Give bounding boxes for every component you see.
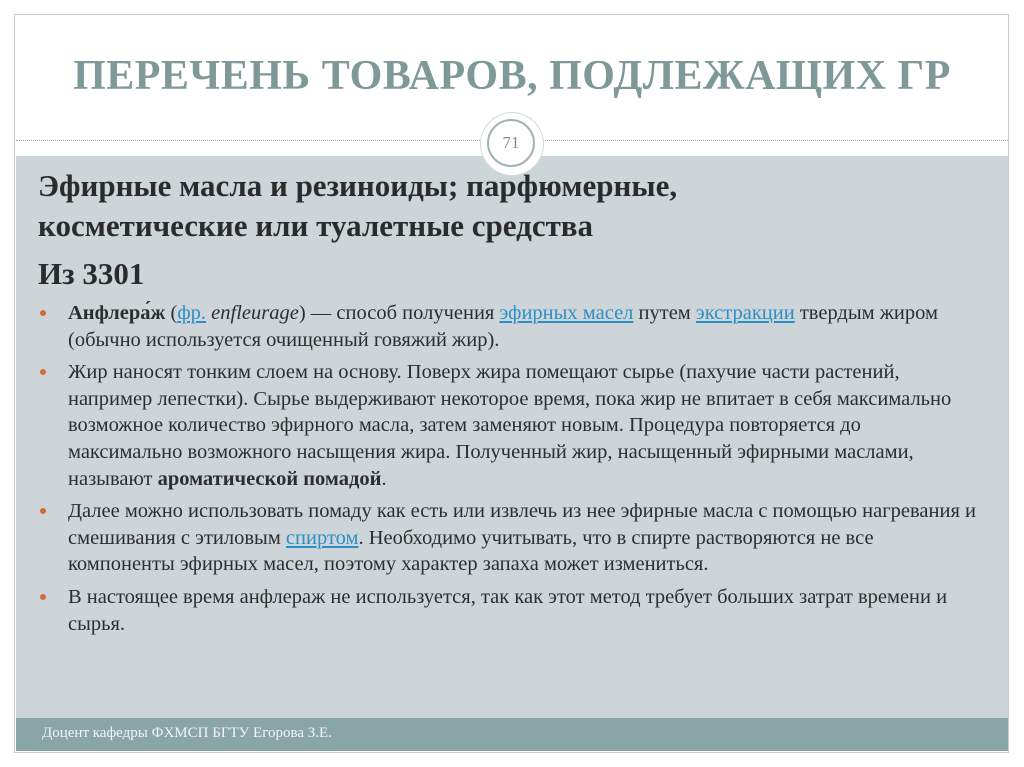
section-heading-line-2: косметические или туалетные средства [38, 208, 594, 243]
bullet-text: . Необходимо учитывать, что в спирте растворяются не все компоненты эфирных масел, поэтому характер запаха может измениться. [68, 526, 874, 576]
bullet-item-enfleurage [40, 300, 980, 353]
bullet-text: ) — способ получения [298, 302, 500, 324]
bold-aromatic-pomade: ароматической помадой [157, 467, 382, 490]
bullet-text: Далее можно использовать помаду как есть или извлечь из нее эфирные масла с помощью нагревания и смешивания с этиловым [68, 500, 976, 549]
section-heading-line-1: Эфирные масла и резиноиды; парфюмерные, [38, 168, 678, 203]
section-heading [38, 166, 998, 246]
page-number: 71 [487, 119, 535, 167]
bullet-item-current-use [40, 584, 980, 637]
bullet-text: ( [165, 302, 178, 324]
bullet-list [40, 300, 980, 643]
bullet-text: . [381, 467, 387, 490]
foreign-term: enfleurage [211, 302, 299, 324]
term-enfleurage: Анфлера́ж [68, 302, 166, 324]
slide-title: ПЕРЕЧЕНЬ ТОВАРОВ, ПОДЛЕЖАЩИХ ГР [73, 53, 951, 99]
link-french[interactable]: фр. [177, 302, 207, 324]
link-spirit[interactable]: спиртом [285, 526, 359, 549]
bullet-dot-icon [40, 594, 46, 600]
bullet-text: путем [633, 302, 696, 324]
bullet-text: твердым жиром (обычно используется очищенный говяжий жир). [68, 302, 938, 351]
bullet-dot-icon [40, 508, 46, 514]
link-essential-oils[interactable]: эфирных масел [499, 302, 634, 324]
footer-author: Доцент кафедры ФХМСП БГТУ Егорова З.Е. [42, 725, 332, 741]
link-extraction[interactable]: экстракции [695, 302, 795, 324]
bullet-text: Жир наносят тонким слоем на основу. Поверх жира помещают сырье (пахучие части растений, например лепестки). Сырье выдерживают некоторое время, пока жир не впитает в себя максимально возможное количество эфирного масла, затем заменяют новым. Процедура повторяется до максимально возможного насыщения жира. Полученный жир, насыщенный эфирными маслами, называют [68, 361, 952, 490]
bullet-dot-icon [40, 369, 46, 375]
bullet-text: В настоящее время анфлераж не используется, так как этот метод требует больших затрат времени и сырья. [68, 585, 948, 635]
bullet-dot-icon [40, 310, 46, 316]
tariff-code: Из 3301 [38, 256, 145, 291]
bullet-item-process [40, 359, 980, 492]
bullet-item-extraction [40, 498, 980, 578]
